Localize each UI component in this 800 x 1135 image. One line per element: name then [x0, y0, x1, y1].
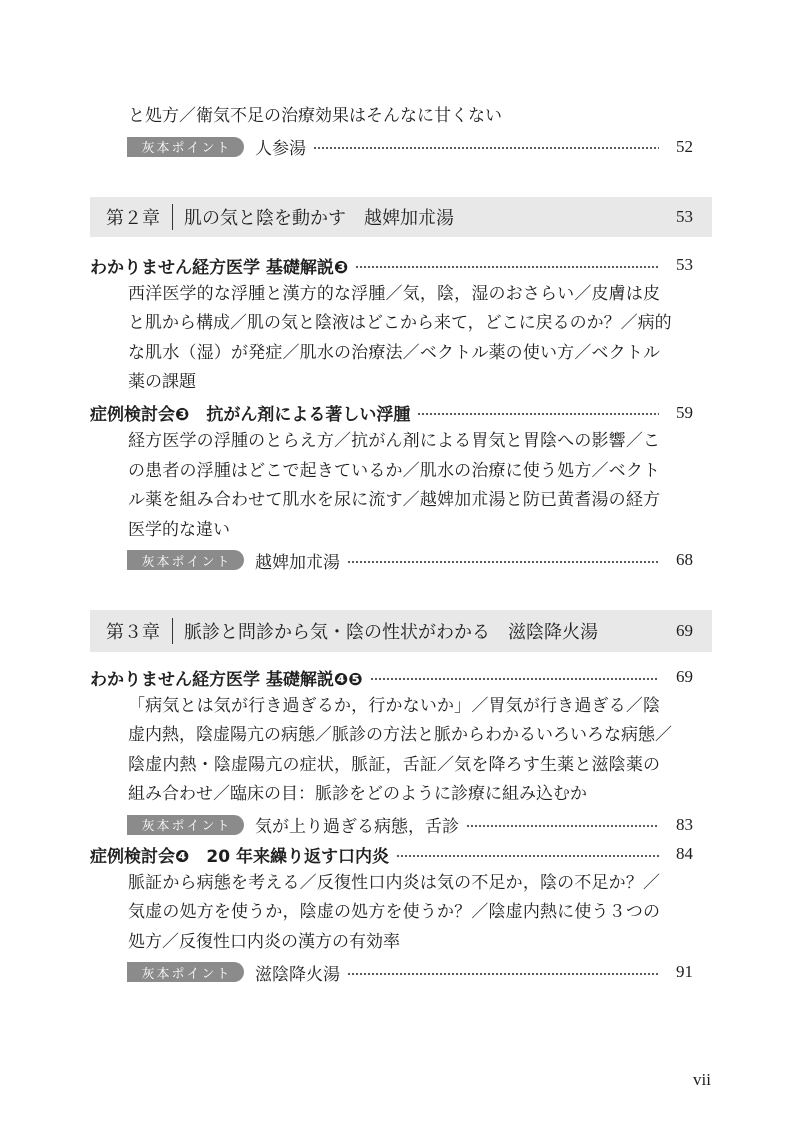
- description-line: 経方医学の浮腫のとらえ方／抗がん剤による胃気と胃陰への影響／こ: [128, 431, 660, 452]
- chapter-header-3: [90, 610, 712, 652]
- page-number: 84: [676, 844, 693, 863]
- description-line: 陰虚内熱・陰虚陽亢の症状，脈証，舌証／気を降ろす生薬と滋陰薬の: [128, 754, 660, 775]
- description-line: 処方／反復性口内炎の漢方の有効率: [128, 931, 400, 952]
- page-number: 59: [676, 402, 693, 422]
- point-row: [90, 810, 693, 840]
- description-line: 気虚の処方を使うか，陰虚の処方を使うか？／陰虚内熱に使う３つの: [128, 902, 660, 923]
- point-title: 人参湯: [255, 139, 306, 159]
- dot-leader: [417, 412, 659, 416]
- page-number: 68: [676, 550, 693, 569]
- chapter-3-section: [90, 662, 693, 987]
- point-row: [90, 545, 693, 575]
- description-line: 「病気とは気が行き過ぎるか，行かないか」／胃気が行き過ぎる／陰: [128, 695, 660, 716]
- point-title: 滋陰降火湯: [255, 964, 340, 985]
- description-line: 組み合わせ／臨床の目：脈診をどのように診療に組み込むか: [128, 784, 587, 805]
- page-number: 83: [676, 814, 693, 834]
- entry-title: わかりません経方医学 基礎解説❸: [90, 257, 349, 278]
- toc-entry: [90, 398, 693, 428]
- chapter-separator: [172, 618, 173, 644]
- chapter-page-number: 53: [676, 207, 693, 226]
- dot-leader: [347, 972, 659, 976]
- chapter-2-section: [90, 250, 693, 575]
- entry-title: 症例検討会❸ 抗がん剤による著しい浮腫: [90, 405, 411, 425]
- dot-leader: [355, 265, 659, 269]
- dot-leader: [347, 560, 659, 564]
- folio-page-number: vii: [693, 1070, 711, 1089]
- description-line: と肌から構成／肌の気と陰液はどこから来て，どこに戻るのか？／病的: [128, 313, 672, 334]
- page-number: 91: [676, 962, 693, 981]
- description-line: 虚内熱，陰虚陽亢の病態／脈診の方法と脈からわかるいろいろな病態／: [128, 725, 672, 746]
- chapter-label: 第２章: [106, 208, 160, 229]
- description-line: 西洋医学的な浮腫と漢方的な浮腫／気，陰，湿のおさらい／皮膚は皮: [128, 283, 660, 304]
- chapter-label: 第３章: [106, 622, 160, 643]
- toc-entry: [90, 839, 693, 869]
- entry-title: わかりません経方医学 基礎解説❹❺: [90, 669, 363, 690]
- page-number: 69: [676, 667, 693, 686]
- point-title: 気が上り過ぎる病態，舌診: [255, 817, 459, 837]
- chapter-header-2: [90, 197, 712, 237]
- point-row: [90, 132, 693, 162]
- point-badge: 灰本ポイント: [127, 815, 244, 835]
- description-line: と処方／衛気不足の治療効果はそんなに甘くない: [128, 106, 502, 127]
- chapter-title: 肌の気と陰を動かす 越婢加朮湯: [184, 208, 454, 229]
- intro-section: [90, 102, 693, 161]
- description-line: 薬の課題: [128, 372, 196, 393]
- toc-entry: [90, 250, 693, 280]
- chapter-title: 脈診と問診から気・陰の性状がわかる 滋陰降火湯: [184, 622, 598, 643]
- page-number: 53: [676, 255, 693, 274]
- dot-leader: [370, 677, 659, 681]
- toc-entry: [90, 662, 693, 692]
- description-line: な肌水（湿）が発症／肌水の治療法／ベクトル薬の使い方／ベクトル: [128, 342, 660, 363]
- point-badge: 灰本ポイント: [127, 962, 244, 982]
- description-line: の患者の浮腫はどこで起きているか／肌水の治療に使う処方／ベクト: [128, 460, 660, 481]
- page-number: 52: [676, 136, 693, 156]
- description-line: 医学的な違い: [128, 519, 230, 540]
- dot-leader: [466, 824, 659, 828]
- point-badge: 灰本ポイント: [127, 137, 244, 157]
- description-line: 脈証から病態を考える／反復性口内炎は気の不足か，陰の不足か？／: [128, 872, 660, 893]
- point-row: [90, 957, 693, 987]
- chapter-separator: [172, 204, 173, 230]
- chapter-page-number: 69: [676, 621, 693, 640]
- description-line: ル薬を組み合わせて肌水を尿に流す／越婢加朮湯と防已黄耆湯の経方: [128, 490, 660, 511]
- dot-leader: [396, 854, 659, 858]
- entry-title: 症例検討会❹ 20 年来繰り返す口内炎: [90, 846, 389, 867]
- point-title: 越婢加朮湯: [255, 552, 340, 573]
- point-badge: 灰本ポイント: [127, 550, 244, 570]
- dot-leader: [313, 146, 659, 150]
